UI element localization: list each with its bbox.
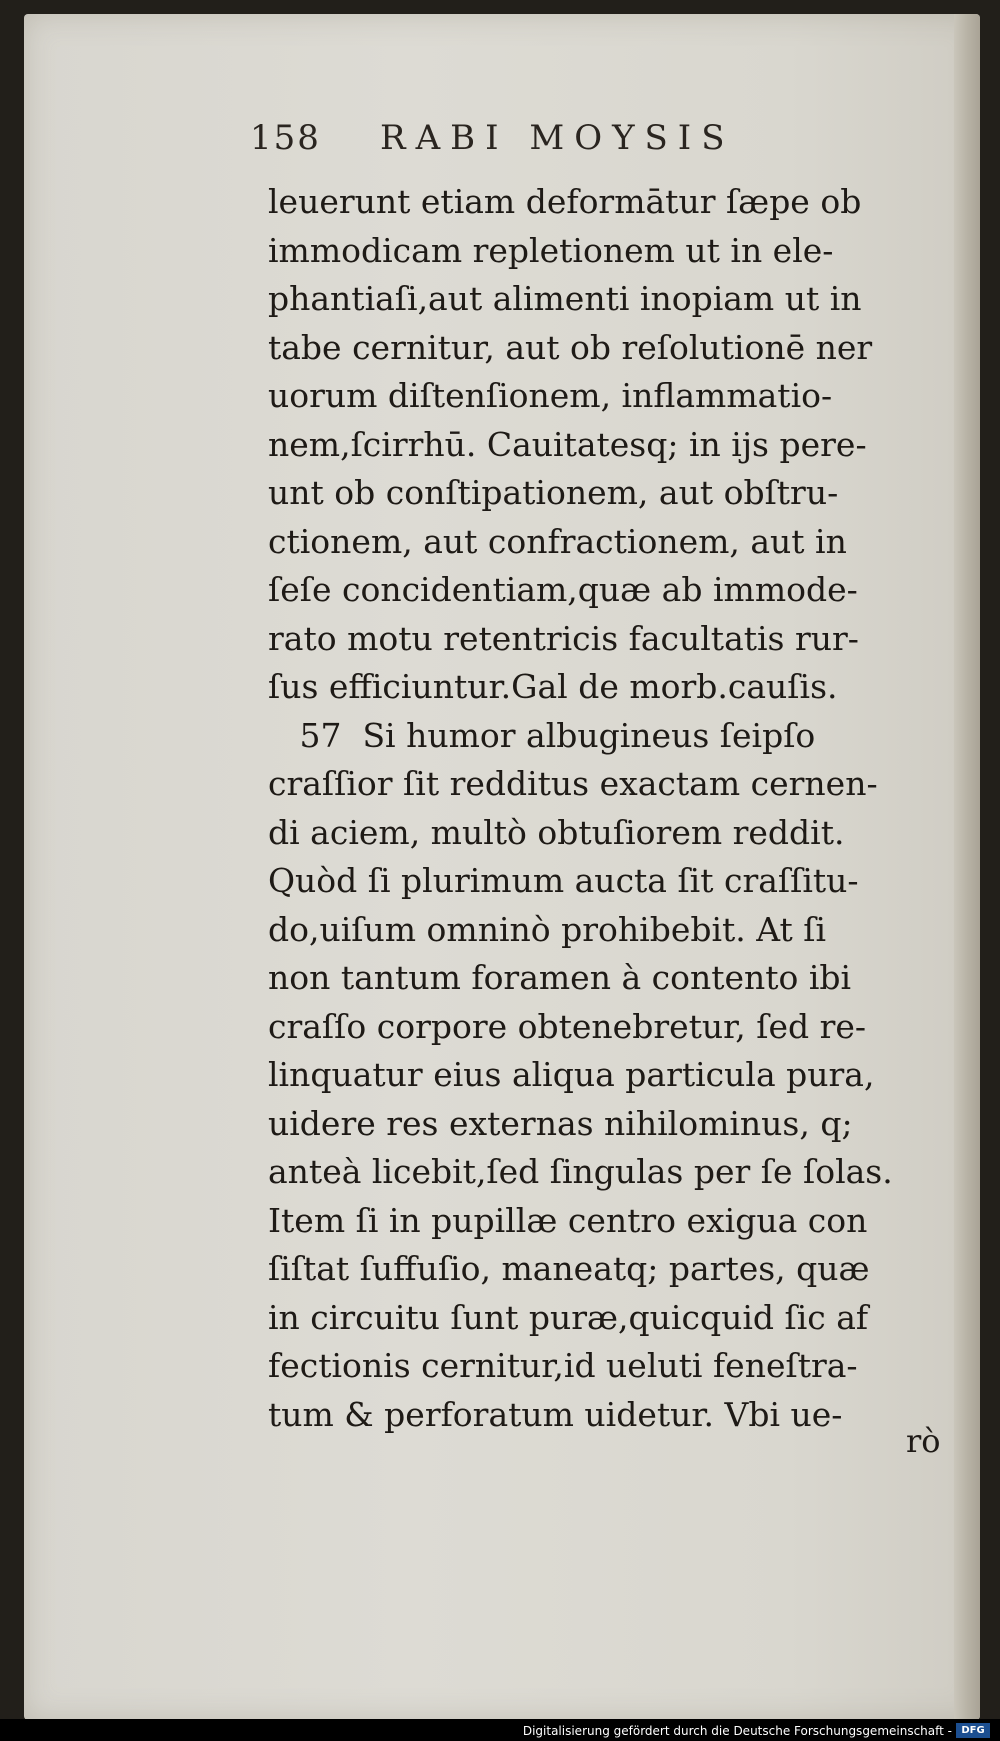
text-line: uorum diſtenſionem, inflammatio-	[268, 376, 833, 415]
running-title: RABI MOYSIS	[380, 118, 735, 158]
text-line: tum & perforatum uidetur. Vbi ue-	[268, 1394, 843, 1434]
text-line: phantiaſi,aut alimenti inopiam ut in	[268, 279, 862, 318]
page-number: 158	[250, 118, 321, 158]
text-line: craſſo corpore obtenebretur, ſed re-	[268, 1006, 867, 1046]
footer-credit: Digitalisierung gefördert durch die Deutsche Forschungsgemeinschaft -	[522, 1724, 952, 1738]
text-line: craſſior ſit redditus exactam cernen-	[268, 764, 878, 803]
text-line: Quòd ſi plurimum aucta ſit craſſitu-	[268, 861, 859, 900]
text-line: non tantum foramen à contento ibi	[268, 958, 852, 997]
footer-strip	[0, 1719, 1000, 1741]
text-line: leuerunt etiam deformātur ſæpe ob	[268, 182, 862, 221]
running-head	[250, 118, 810, 158]
text-line: ſus efficiuntur.Gal de morb.cauſis.	[268, 667, 838, 706]
text-line: tabe cernitur, aut ob reſolutionē ner	[268, 327, 873, 367]
text-line: 57 Si humor albugineus ſeipſo	[268, 715, 816, 755]
text-line: do,uiſum omninò prohibebit. At ſi	[268, 909, 827, 949]
text-line: unt ob conſtipationem, aut obſtru-	[268, 473, 839, 512]
dfg-logo-icon: DFG	[956, 1723, 990, 1738]
body-text	[268, 178, 958, 1439]
text-line: immodicam repletionem ut in ele-	[268, 230, 834, 270]
text-line: fectionis cernitur,id ueluti feneſtra-	[268, 1346, 858, 1385]
text-line: anteà licebit,ſed ſingulas per ſe ſolas.	[268, 1152, 893, 1191]
text-line: rato motu retentricis facultatis rur-	[268, 618, 859, 658]
text-line: nem,ſcirrhū. Cauitatesq; in ijs pere-	[268, 424, 867, 464]
text-line: Item ſi in pupillæ centro exigua con	[268, 1200, 868, 1240]
text-line: ſeſe concidentiam,quæ ab immode-	[268, 570, 858, 609]
text-line: di aciem, multò obtuſiorem reddit.	[268, 812, 845, 852]
text-line: linquatur eius aliqua particula pura,	[268, 1055, 875, 1094]
catchword: rò	[906, 1422, 941, 1460]
text-line: uidere res externas nihilominus, q;	[268, 1103, 853, 1143]
text-line: ctionem, aut confractionem, aut in	[268, 521, 847, 561]
text-line: ſiſtat ſuffuſio, maneatq; partes, quæ	[268, 1249, 870, 1288]
text-line: in circuitu ſunt puræ,quicquid ſic af	[268, 1297, 869, 1337]
